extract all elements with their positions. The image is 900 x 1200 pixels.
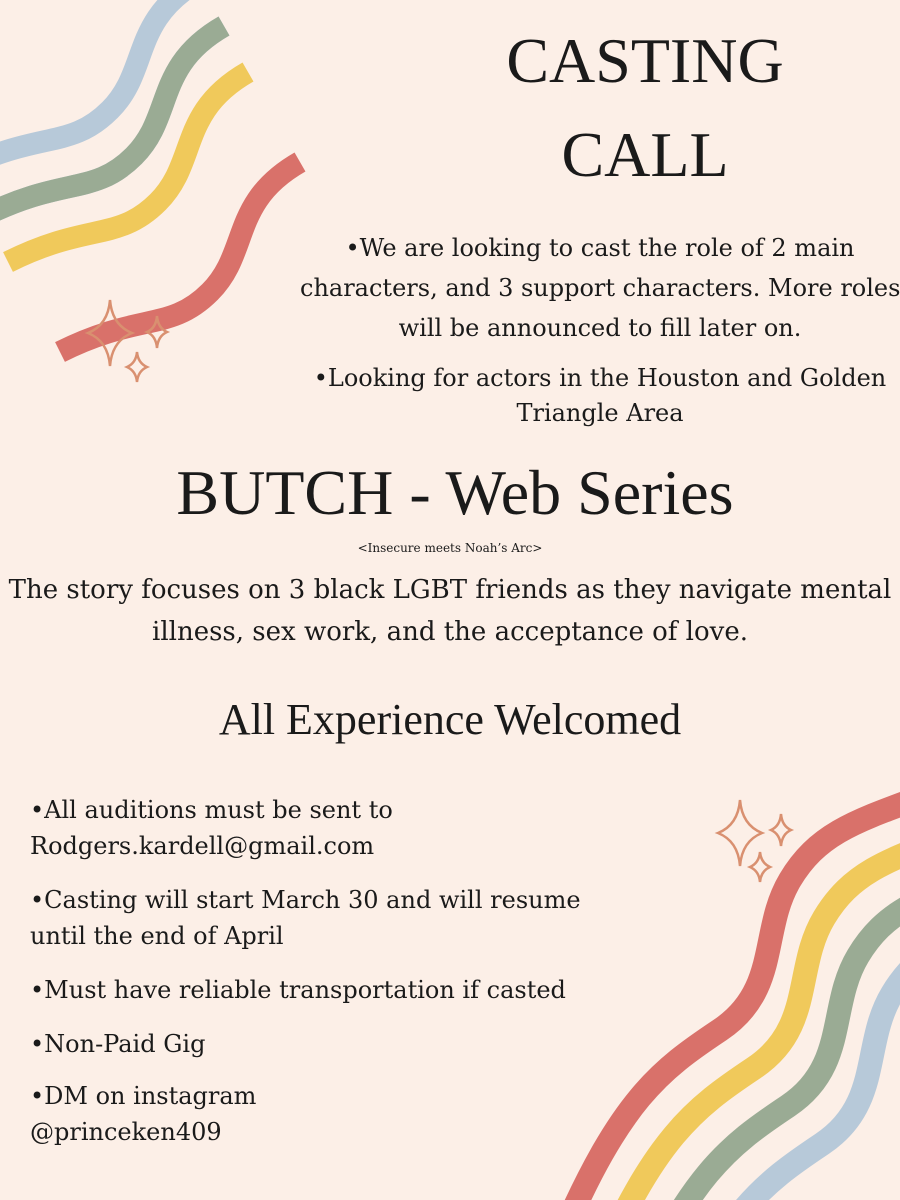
intro-text: •We are looking to cast the role of 2 main	[345, 234, 855, 262]
tagline: <Insecure meets Noah’s Arc>	[357, 541, 543, 555]
page-title-line-2: CALL	[561, 119, 729, 190]
detail-item: •Casting will start March 30 and will resume	[30, 886, 581, 914]
detail-item: •Non-Paid Gig	[30, 1030, 206, 1058]
detail-item: •Must have reliable transportation if casted	[30, 976, 566, 1004]
email-address: Rodgers.kardell@gmail.com	[30, 832, 375, 860]
intro-text: will be announced to fill later on.	[398, 314, 802, 342]
description-text: illness, sex work, and the acceptance of love.	[152, 617, 748, 647]
page-title-line-1: CASTING	[506, 25, 784, 96]
instagram-handle: @princeken409	[30, 1118, 222, 1146]
top-left-rainbow-waves	[0, 0, 300, 352]
intro-text: Triangle Area	[516, 399, 684, 427]
bottom-right-rainbow-waves	[560, 790, 900, 1200]
intro-text: characters, and 3 support characters. More roles	[300, 274, 900, 302]
detail-item: •DM on instagram	[30, 1082, 257, 1110]
detail-item: •All auditions must be sent to	[30, 796, 393, 824]
series-title: BUTCH - Web Series	[176, 457, 734, 528]
sparkle-icon	[718, 800, 791, 882]
intro-text: •Looking for actors in the Houston and Golden	[313, 364, 887, 392]
description-text: The story focuses on 3 black LGBT friends as they navigate mental	[8, 575, 892, 605]
experience-heading: All Experience Welcomed	[218, 695, 682, 744]
detail-item: until the end of April	[30, 922, 284, 950]
